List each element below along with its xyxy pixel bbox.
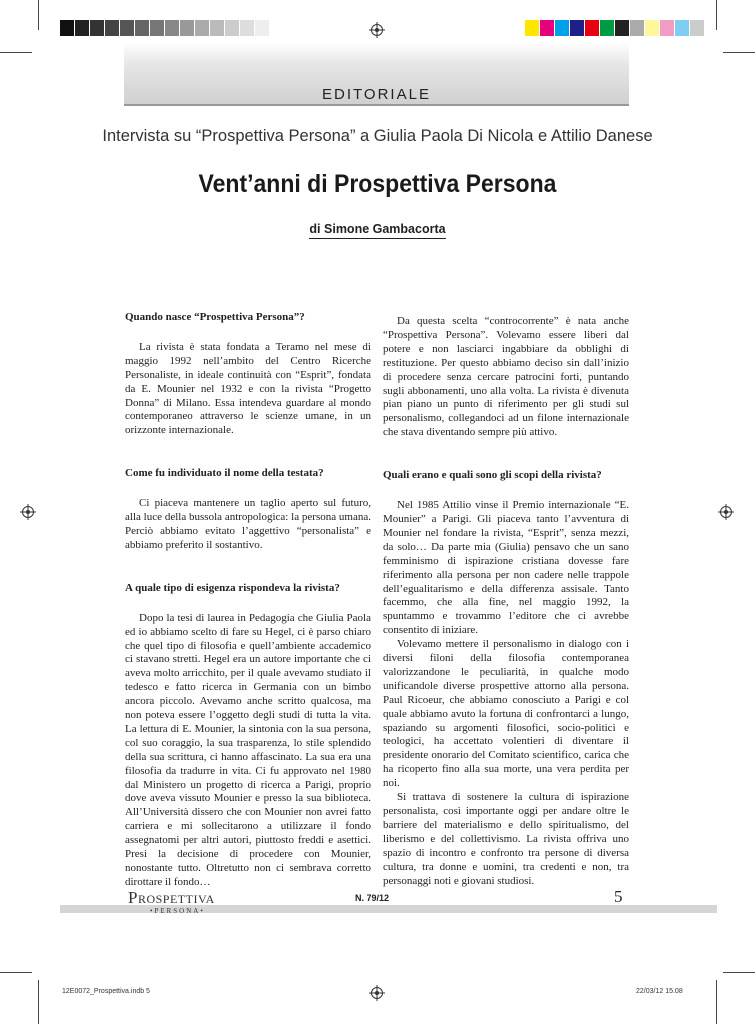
- crop-mark: [38, 980, 39, 1024]
- section-header-rule: [124, 104, 629, 106]
- registration-mark-right: [720, 506, 732, 518]
- gray-calibration-bar: [60, 20, 270, 36]
- color-calibration-bar: [525, 20, 705, 36]
- left-column: [125, 311, 371, 890]
- calibration-swatch: [585, 20, 600, 36]
- calibration-swatch: [540, 20, 555, 36]
- question-heading: A quale tipo di esigenza rispondeva la rivista?: [125, 581, 340, 594]
- calibration-swatch: [90, 20, 105, 36]
- crop-mark: [0, 52, 32, 53]
- crop-mark: [0, 972, 32, 973]
- issue-number: N. 79/12: [355, 893, 390, 903]
- calibration-swatch: [555, 20, 570, 36]
- calibration-swatch: [105, 20, 120, 36]
- section-label: EDITORIALE: [322, 86, 431, 103]
- calibration-swatch: [600, 20, 615, 36]
- journal-logo-subtitle: •PERSONA•: [150, 907, 205, 915]
- author-name: di Simone Gambacorta: [309, 222, 445, 239]
- article-title: Vent’anni di Prospettiva Persona: [198, 170, 557, 198]
- registration-mark-top: [371, 24, 383, 36]
- print-slug-right: 22/03/12 15.08: [636, 988, 683, 995]
- calibration-swatch: [570, 20, 585, 36]
- calibration-swatch: [120, 20, 135, 36]
- calibration-swatch: [675, 20, 690, 36]
- crop-mark: [716, 0, 717, 30]
- article-author: [60, 222, 695, 236]
- calibration-swatch: [75, 20, 90, 36]
- answer-paragraph: Dopo la tesi di laurea in Pedagogia che Giulia Paola ed io abbiamo scelto di fare su Hegel, ci è parso chiaro che quel tipo di filosofia e quell’ambiente accademico ci stavano stretti. Hegel era un autore importante che ci aveva molto arricchito, per il quale avevamo studiato il tedesco e fatto ricerca in Germania con un bimbo ancora piccolo. Avevamo anche scritto qualcosa, ma non poteva essere l’oggetto degli studi di tutta la vita. La lettura di E. Mounier, la sintonia con la sua persona, col suo coraggio, la sua trasparenza, lo stile splendido della sua scrittura, ci hanno affascinato. La sua era una filosofia da tradurre in vita. Ci fu approvato nel 1980 dal Ministero un progetto di ricerca a Parigi, proprio dove aveva vissuto Mounier e presso la sua biblioteca. All’Università dissero che con Mounier non avrei fatto carriera e mi sollecitarono a utilizzare il fondo assegnatomi per altri autori, piuttosto freddi e asettici. Presi la decisione di procedere con Mounier, nonostante tutto. Oltretutto non ci sembrava corretto dirottare il fondo…: [125, 611, 371, 888]
- calibration-swatch: [180, 20, 195, 36]
- question-heading: Quando nasce “Prospettiva Persona”?: [125, 311, 305, 323]
- answer-paragraph: La rivista è stata fondata a Teramo nel mese di maggio 1992 nell’ambito del Centro Ricerche Personaliste, in ideale continuità con “Esprit”, fondata da E. Mounier nel 1932 e con la rivista “Progetto Donna” di Milano. Essa intendeva guardare al mondo contemporaneo attraverso le scienze umane, in un orizzonte internazionale.: [125, 340, 371, 437]
- calibration-swatch: [690, 20, 705, 36]
- calibration-swatch: [60, 20, 75, 36]
- question-heading: Quali erano e quali sono gli scopi della rivista?: [383, 469, 602, 482]
- journal-logo-text: Prospettiva: [128, 888, 215, 907]
- article-subtitle: Intervista su “Prospettiva Persona” a Giulia Paola Di Nicola e Attilio Danese: [102, 127, 653, 145]
- calibration-swatch: [525, 20, 540, 36]
- print-slug-left: 12E0072_Prospettiva.indb 5: [62, 988, 150, 995]
- crop-mark: [716, 980, 717, 1024]
- calibration-swatch: [660, 20, 675, 36]
- page-number: 5: [614, 887, 623, 906]
- calibration-swatch: [195, 20, 210, 36]
- right-column: [383, 311, 629, 888]
- crop-mark: [38, 0, 39, 30]
- calibration-swatch: [210, 20, 225, 36]
- crop-mark: [723, 972, 755, 973]
- calibration-swatch: [630, 20, 645, 36]
- answer-paragraph: Si trattava di sostenere la cultura di ispirazione personalista, così importante oggi per andare oltre le barriere del materialismo e dello spiritualismo, del liberismo e del collettivismo. La rivista offriva uno spazio di incontro e confronto tra persone di diversa cultura, tra donne e uomini, tra credenti e non, tra personaggi noti e giovani studiosi.: [383, 791, 629, 887]
- answer-paragraph: Da questa scelta “controcorrente” è nata anche “Prospettiva Persona”. Volevamo essere liberi dal potere e non lasciarci ingabbiare da obblighi di restituzione. Per questo abbiamo deciso sin dall’inizio di procedere senza cercare patrocini forti, puntando sugli abbonamenti, uno alla volta. La rivista è divenuta pian piano un punto di riferimento per gli studi sul personalismo, collegandoci ad un filone internazionale che stava diventando sempre più attivo.: [383, 315, 629, 439]
- calibration-swatch: [225, 20, 240, 36]
- answer-paragraph: Ci piaceva mantenere un taglio aperto sul futuro, alla luce della bussola antropologica: la persona umana. Perciò abbiamo evitato l’aggettivo “personalista” e abbiamo preferito il sostantivo.: [125, 497, 371, 551]
- registration-mark-bottom: [371, 987, 383, 999]
- journal-logo: [128, 888, 215, 908]
- calibration-swatch: [645, 20, 660, 36]
- calibration-swatch: [255, 20, 270, 36]
- answer-paragraph: Nel 1985 Attilio vinse il Premio internazionale “E. Mounier” a Parigi. Gli piaceva tanto l’avventura di Mounier nel fondare la rivista, “Esprit”, senza mezzi, da solo… Da parte mia (Giulia) pensavo che un sano femminismo di ispirazione cristiana dovesse fare riferimento alla persona per non cadere nelle trappole dell’egualitarismo e della differenza assisale. Tanto facemmo, che alla fine, nel maggio 1992, la spuntammo e trovammo l’editore che ci avrebbe consentito di iniziare.: [383, 499, 629, 637]
- calibration-swatch: [150, 20, 165, 36]
- calibration-swatch: [240, 20, 255, 36]
- question-heading: Come fu individuato il nome della testata?: [125, 467, 324, 480]
- calibration-swatch: [165, 20, 180, 36]
- registration-mark-left: [22, 506, 34, 518]
- calibration-swatch: [615, 20, 630, 36]
- answer-paragraph: Volevamo mettere il personalismo in dialogo con i diversi filoni della filosofia contemporanea valorizzandone le peculiarità, in qualche modo unificandole diverse prospettive attorno alla persona. Paul Ricoeur, che abbiamo conosciuto a Parigi e col quale abbiamo avuto la fortuna di confrontarci a lungo, spaziando su argomenti filosofici, socio-politici e teologici, ha accettato volentieri di diventare il presidente onorario del Comitato scientifico, carica che ha ricoperto fino alla sua morte, una vera perdita per noi.: [383, 638, 629, 790]
- crop-mark: [723, 52, 755, 53]
- calibration-swatch: [135, 20, 150, 36]
